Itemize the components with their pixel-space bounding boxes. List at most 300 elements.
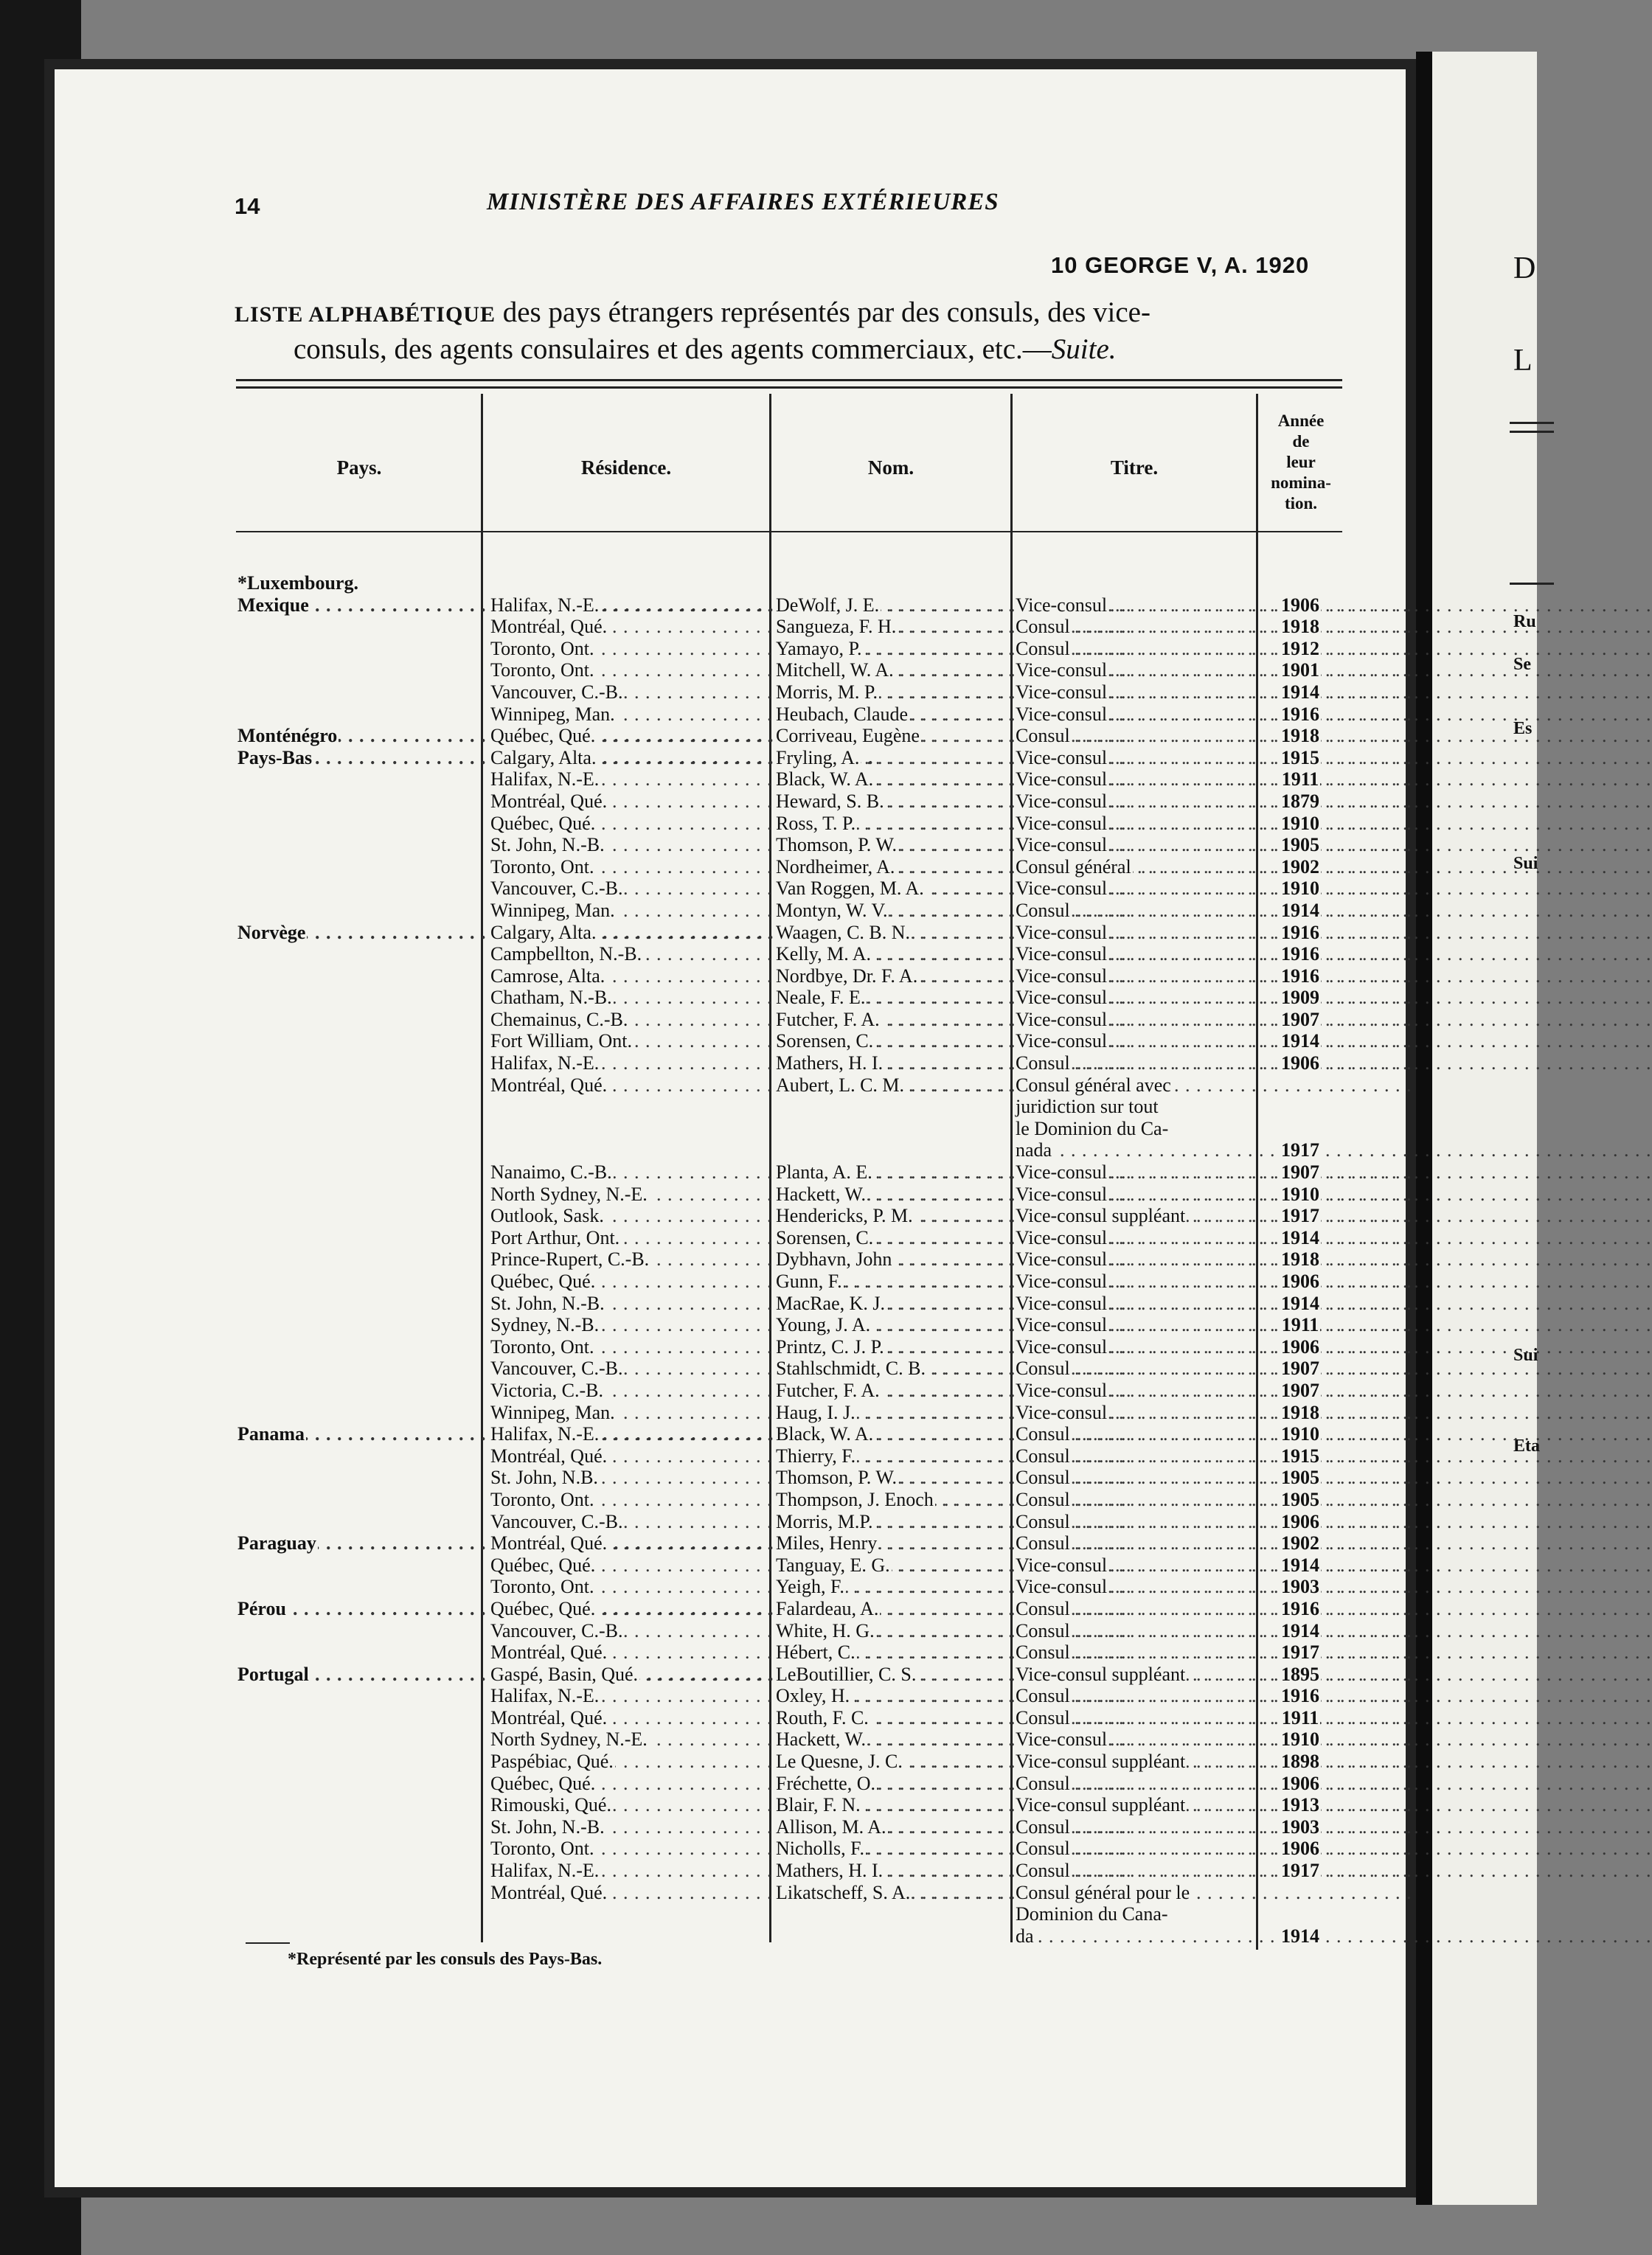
cell-annee [1260, 1598, 1342, 1620]
cell-pays [237, 1489, 485, 1511]
cell-residence [490, 1009, 771, 1031]
column-header-annee-line: nomina- [1271, 473, 1331, 492]
cell-residence-text: North Sydney, N.-E. [490, 1728, 648, 1751]
cell-annee-text: 1907 [1281, 1358, 1319, 1380]
cell-pays-text [237, 1184, 239, 1205]
adjacent-page-rule [1510, 422, 1554, 424]
cell-titre-text: Consul [1016, 1358, 1070, 1380]
cell-residence [490, 1445, 771, 1467]
cell-nom [776, 1882, 1010, 1904]
cell-residence-text: St. John, N.-B. [490, 1292, 605, 1314]
cell-nom-text: Hackett, W. [776, 1183, 867, 1205]
cell-titre [1016, 1728, 1257, 1751]
cell-nom-text [776, 1139, 777, 1161]
cell-annee [1260, 768, 1342, 791]
cell-residence [490, 1641, 771, 1664]
cell-pays [237, 1620, 485, 1642]
cell-titre-text: Vice-consul [1016, 790, 1108, 812]
table-row [0, 1009, 1372, 1031]
cell-titre [1016, 1489, 1257, 1511]
cell-titre [1016, 1052, 1257, 1074]
cell-annee [1260, 1860, 1342, 1882]
cell-pays [237, 900, 485, 922]
cell-titre-text: Consul [1016, 1597, 1070, 1619]
table-row [0, 1620, 1372, 1642]
cell-annee [1260, 659, 1342, 681]
cell-titre-text: Vice-consul suppléant [1016, 1205, 1186, 1227]
table-row [0, 1685, 1372, 1707]
cell-pays-text [237, 1358, 239, 1379]
cell-nom-text [776, 1118, 777, 1139]
cell-titre-text: Consul général pour le [1016, 1881, 1190, 1903]
cell-nom [776, 1925, 1010, 1948]
adjacent-page-edge [1432, 52, 1540, 2205]
cell-residence-text: Winnipeg, Man. [490, 703, 615, 725]
cell-nom [776, 1576, 1010, 1598]
cell-pays-text [237, 1402, 239, 1423]
cell-residence [490, 922, 771, 944]
cell-titre-text: Consul [1016, 616, 1070, 638]
table-row [0, 1707, 1372, 1729]
cell-nom [776, 594, 1010, 616]
cell-titre-text: juridiction sur tout [1016, 1096, 1159, 1118]
cell-annee-text: 1906 [1281, 1510, 1319, 1532]
cell-annee [1260, 900, 1342, 922]
cell-nom [776, 747, 1010, 769]
cell-titre [1016, 1816, 1257, 1838]
table-row [0, 1423, 1372, 1445]
table-row [0, 1227, 1372, 1249]
cell-residence-text: Sydney, N.-B. [490, 1314, 600, 1336]
cell-residence-text: Victoria, C.-B. [490, 1379, 603, 1401]
cell-pays-text [237, 1816, 239, 1838]
cell-annee [1260, 1728, 1342, 1751]
table-row [0, 878, 1372, 900]
heading-line-2-text: consuls, des agents consulaires et des agents commerciaux, etc.— [294, 333, 1052, 365]
cell-annee [1260, 922, 1342, 944]
cell-residence [490, 703, 771, 726]
cell-residence [490, 1118, 771, 1140]
cell-residence [490, 1205, 771, 1227]
heading-line-1 [235, 295, 1352, 332]
cell-residence [490, 878, 771, 900]
table-row [0, 1925, 1372, 1948]
cell-annee [1260, 1467, 1342, 1489]
cell-titre [1016, 1598, 1257, 1620]
cell-annee [1260, 1030, 1342, 1052]
cell-titre [1016, 1685, 1257, 1707]
cell-nom [776, 1816, 1010, 1838]
cell-nom-text: Thomson, P. W. [776, 834, 897, 856]
cell-pays-text [237, 638, 239, 659]
cell-titre-text: Consul [1016, 1488, 1070, 1510]
column-header-annee-line: tion. [1284, 494, 1318, 512]
cell-residence-text: Halifax, N.-E. [490, 594, 600, 616]
cell-pays-text [237, 1380, 239, 1401]
cell-nom [776, 987, 1010, 1009]
cell-residence-text: Rimouski, Qué. [490, 1794, 611, 1816]
cell-residence-text: Montréal, Qué. [490, 790, 608, 812]
cell-residence-text [490, 1925, 492, 1947]
cell-titre [1016, 1271, 1257, 1293]
table-row [0, 943, 1372, 965]
cell-residence-text: Toronto, Ont. [490, 659, 594, 681]
cell-pays-text [237, 1271, 239, 1292]
cell-annee [1260, 1314, 1342, 1336]
cell-titre [1016, 1358, 1257, 1380]
cell-nom [776, 703, 1010, 726]
cell-pays-text [237, 1118, 239, 1139]
cell-titre-text: nada [1016, 1139, 1052, 1161]
cell-pays [237, 1903, 485, 1925]
table-row [0, 747, 1372, 769]
heading-suite: Suite. [1051, 333, 1117, 365]
cell-annee [1260, 1096, 1342, 1118]
cell-residence-text: Campbellton, N.-B. [490, 943, 642, 965]
cell-nom-text: Dybhavn, John [776, 1248, 892, 1271]
cell-pays [237, 1532, 485, 1554]
running-head: MINISTÈRE DES AFFAIRES EXTÉRIEURES [487, 189, 999, 215]
cell-nom [776, 1838, 1010, 1860]
table-row [0, 1664, 1372, 1686]
cell-titre [1016, 1860, 1257, 1882]
cell-annee [1260, 1489, 1342, 1511]
cell-nom [776, 1445, 1010, 1467]
cell-nom [776, 1358, 1010, 1380]
cell-nom [776, 1511, 1010, 1533]
cell-annee [1260, 594, 1342, 616]
cell-pays-text: Pérou [237, 1597, 286, 1619]
cell-residence-text: Montréal, Qué. [490, 1881, 608, 1903]
cell-titre [1016, 1336, 1257, 1358]
cell-annee [1260, 791, 1342, 813]
cell-residence-text: Vancouver, C.-B. [490, 1510, 623, 1532]
cell-nom [776, 681, 1010, 703]
table-row [0, 725, 1372, 747]
table-row [0, 1118, 1372, 1140]
cell-titre [1016, 1009, 1257, 1031]
cell-annee [1260, 681, 1342, 703]
cell-residence-text: Chemainus, C.-B. [490, 1008, 628, 1030]
cell-nom-text: Morris, M. P. [776, 681, 878, 703]
cell-nom [776, 1707, 1010, 1729]
cell-annee [1260, 1052, 1342, 1074]
table-row [0, 1532, 1372, 1554]
table-row [0, 1052, 1372, 1074]
cell-nom-text: Morris, M.P. [776, 1510, 873, 1532]
table-row [0, 900, 1372, 922]
cell-pays [237, 1184, 485, 1206]
table-row [0, 1030, 1372, 1052]
cell-annee-text: 1915 [1281, 1445, 1319, 1467]
cell-nom [776, 1402, 1010, 1424]
cell-annee-text: 1917 [1281, 1860, 1319, 1882]
cell-nom-text: MacRae, K. J. [776, 1292, 886, 1314]
cell-residence [490, 594, 771, 616]
table-row [0, 1161, 1372, 1184]
cell-annee [1260, 1205, 1342, 1227]
cell-nom-text: Heubach, Claude [776, 703, 909, 725]
cell-pays [237, 1009, 485, 1031]
cell-pays-text [237, 1620, 239, 1641]
cell-pays [237, 572, 485, 594]
cell-nom-text: Hébert, C. [776, 1641, 856, 1664]
cell-residence-text: Camrose, Alta. [490, 965, 605, 987]
cell-pays [237, 1445, 485, 1467]
cell-pays-text [237, 900, 239, 921]
cell-nom-text: Likatscheff, S. A. [776, 1881, 911, 1903]
cell-titre-text: Vice-consul [1016, 1314, 1108, 1336]
cell-pays [237, 594, 485, 616]
cell-titre-text: Consul [1016, 1510, 1070, 1532]
cell-residence-text: Montréal, Qué. [490, 616, 608, 638]
cell-nom [776, 572, 1010, 594]
cell-pays [237, 1816, 485, 1838]
cell-titre-text: Consul [1016, 1838, 1070, 1860]
cell-nom [776, 1139, 1010, 1161]
cell-pays-text [237, 1685, 239, 1706]
cell-pays-text [237, 1248, 239, 1270]
cell-annee [1260, 1903, 1342, 1925]
cell-titre-text: Vice-consul [1016, 1183, 1108, 1205]
cell-titre [1016, 1205, 1257, 1227]
cell-titre [1016, 1707, 1257, 1729]
cell-residence [490, 856, 771, 878]
cell-annee [1260, 987, 1342, 1009]
table-row [0, 1467, 1372, 1489]
cell-pays-text [237, 813, 239, 834]
cell-nom-text: Kelly, M. A. [776, 943, 872, 965]
cell-annee-text: 1902 [1281, 855, 1319, 878]
cell-titre-text: Consul [1016, 1860, 1070, 1882]
table-row [0, 768, 1372, 791]
cell-residence-text: Toronto, Ont. [490, 1335, 594, 1358]
cell-titre-text: Vice-consul [1016, 746, 1108, 768]
cell-nom-text: Hackett, W. [776, 1728, 867, 1751]
table-header-rule [236, 531, 1342, 532]
cell-pays [237, 616, 485, 638]
cell-annee-text [1300, 1074, 1302, 1096]
cell-annee-text: 1914 [1281, 681, 1319, 703]
cell-titre-text: Vice-consul [1016, 681, 1108, 703]
cell-annee [1260, 1794, 1342, 1816]
cell-titre [1016, 616, 1257, 638]
cell-titre [1016, 1511, 1257, 1533]
cell-nom-text: Yamayo, P. [776, 637, 862, 659]
cell-annee-text: 1914 [1281, 899, 1319, 921]
cell-pays-text [237, 616, 239, 637]
cell-titre [1016, 1794, 1257, 1816]
cell-nom-text: Le Quesne, J. C. [776, 1751, 903, 1773]
table-row [0, 1728, 1372, 1751]
cell-annee [1260, 1009, 1342, 1031]
cell-pays [237, 1598, 485, 1620]
cell-titre-text: Consul [1016, 1467, 1070, 1489]
cell-annee-text [1300, 1096, 1302, 1117]
cell-pays-text [237, 1139, 239, 1161]
table-row [0, 594, 1372, 616]
cell-nom [776, 616, 1010, 638]
cell-pays [237, 1380, 485, 1402]
cell-nom-text: Gunn, F. [776, 1271, 842, 1292]
cell-annee [1260, 1380, 1342, 1402]
cell-annee [1260, 1707, 1342, 1729]
cell-annee-text: 1918 [1281, 1401, 1319, 1423]
cell-residence [490, 1096, 771, 1118]
cell-pays [237, 1358, 485, 1380]
cell-residence [490, 1184, 771, 1206]
cell-nom [776, 1598, 1010, 1620]
cell-titre-text: Vice-consul [1016, 1576, 1108, 1598]
adjacent-page-fragment: Se [1513, 655, 1531, 674]
cell-nom-text: DeWolf, J. E. [776, 594, 880, 616]
table-row [0, 1184, 1372, 1206]
cell-annee-text: 1910 [1281, 1728, 1319, 1751]
table-row [0, 1838, 1372, 1860]
cell-residence-text: Halifax, N.-E. [490, 1860, 600, 1882]
cell-pays [237, 943, 485, 965]
cell-nom-text: Sangueza, F. H. [776, 616, 897, 638]
table-row [0, 922, 1372, 944]
cell-nom [776, 1554, 1010, 1577]
cell-residence-text [490, 1139, 492, 1161]
cell-pays-text: Pays-Bas [237, 746, 313, 768]
cell-annee-text: 1916 [1281, 921, 1319, 943]
table-row [0, 1271, 1372, 1293]
cell-residence-text: Montréal, Qué. [490, 1074, 608, 1096]
table-row [0, 1248, 1372, 1271]
cell-titre [1016, 922, 1257, 944]
cell-pays [237, 1030, 485, 1052]
cell-titre [1016, 1838, 1257, 1860]
cell-pays [237, 1161, 485, 1184]
cell-titre-text: Vice-consul [1016, 1292, 1108, 1314]
cell-residence [490, 1030, 771, 1052]
cell-residence-text: Paspébiac, Qué. [490, 1751, 614, 1773]
cell-pays-text: Paraguay [237, 1532, 316, 1554]
cell-titre-text: Consul [1016, 1532, 1070, 1554]
cell-nom [776, 725, 1010, 747]
cell-nom [776, 1532, 1010, 1554]
cell-titre [1016, 1751, 1257, 1773]
cell-pays [237, 1641, 485, 1664]
cell-annee [1260, 1423, 1342, 1445]
adjacent-page-fragment: L [1513, 344, 1533, 378]
cell-titre [1016, 659, 1257, 681]
cell-titre [1016, 1139, 1257, 1161]
cell-titre [1016, 681, 1257, 703]
cell-titre-text: Consul général [1016, 855, 1131, 878]
table-row [0, 1314, 1372, 1336]
cell-pays-text [237, 659, 239, 681]
cell-nom [776, 856, 1010, 878]
cell-nom-text: Corriveau, Eugène [776, 725, 920, 747]
adjacent-page-rule [1510, 583, 1554, 585]
cell-titre [1016, 1532, 1257, 1554]
cell-titre-text: Consul [1016, 1423, 1070, 1445]
cell-annee-text: 1914 [1281, 1030, 1319, 1052]
cell-nom-text: Nordbye, Dr. F. A. [776, 965, 918, 987]
table-heading [235, 295, 1352, 366]
adjacent-page-fragment: Ru [1513, 612, 1536, 631]
cell-residence [490, 1423, 771, 1445]
cell-residence [490, 1598, 771, 1620]
cell-residence-text: Québec, Qué. [490, 1597, 596, 1619]
cell-pays-text [237, 878, 239, 899]
cell-residence-text: Vancouver, C.-B. [490, 1358, 623, 1380]
cell-nom-text: Van Roggen, M. A. [776, 878, 924, 900]
cell-nom-text: Fréchette, O. [776, 1772, 876, 1794]
table-row [0, 572, 1372, 594]
cell-titre-text: Consul [1016, 1772, 1070, 1794]
cell-annee-text: 1902 [1281, 1532, 1319, 1554]
cell-annee [1260, 965, 1342, 987]
cell-annee [1260, 1227, 1342, 1249]
book-spine [1416, 52, 1432, 2205]
heading-line-2 [235, 332, 1352, 366]
cell-pays-text [237, 1838, 239, 1859]
cell-pays-text [237, 1445, 239, 1467]
cell-annee [1260, 725, 1342, 747]
cell-titre [1016, 1161, 1257, 1184]
cell-annee-text [1300, 1903, 1302, 1925]
table-row [0, 1074, 1372, 1097]
cell-pays [237, 1554, 485, 1577]
cell-nom-text: Waagen, C. B. N. [776, 921, 911, 943]
cell-pays [237, 1860, 485, 1882]
cell-nom-text: Sorensen, C. [776, 1030, 874, 1052]
cell-nom [776, 834, 1010, 856]
cell-titre [1016, 638, 1257, 660]
cell-titre [1016, 1773, 1257, 1795]
cell-annee-text: 1911 [1281, 1706, 1319, 1728]
cell-pays [237, 856, 485, 878]
cell-annee-text: 1918 [1281, 1248, 1319, 1271]
cell-residence [490, 681, 771, 703]
cell-pays-text: Norvège [237, 921, 306, 943]
cell-annee-text: 1906 [1281, 1335, 1319, 1358]
cell-pays [237, 1227, 485, 1249]
cell-nom-text: Haug, I. J. [776, 1401, 856, 1423]
cell-titre-text: Vice-consul [1016, 594, 1108, 616]
cell-annee [1260, 1184, 1342, 1206]
table-row [0, 987, 1372, 1009]
adjacent-page-rule [1510, 431, 1554, 433]
cell-nom-text: Printz, C. J. P. [776, 1335, 884, 1358]
cell-titre-text: Vice-consul [1016, 965, 1108, 987]
cell-nom-text [776, 1925, 777, 1947]
cell-titre-text: Vice-consul suppléant [1016, 1663, 1186, 1685]
cell-titre [1016, 1096, 1257, 1118]
cell-nom [776, 1685, 1010, 1707]
cell-nom-text: Falardeau, A. [776, 1597, 879, 1619]
cell-pays [237, 1882, 485, 1904]
cell-pays [237, 922, 485, 944]
cell-residence-text: Winnipeg, Man. [490, 1401, 615, 1423]
cell-titre-text [1016, 572, 1017, 594]
table-row [0, 965, 1372, 987]
column-header-annee-line: leur [1286, 453, 1316, 471]
cell-pays-text [237, 1882, 239, 1903]
cell-nom [776, 1751, 1010, 1773]
cell-annee [1260, 1816, 1342, 1838]
table-row [0, 1860, 1372, 1882]
cell-annee [1260, 1118, 1342, 1140]
cell-residence-text [490, 1096, 492, 1117]
cell-pays-text [237, 1728, 239, 1750]
cell-nom-text: Aubert, L. C. M. [776, 1074, 905, 1096]
cell-annee [1260, 1773, 1342, 1795]
